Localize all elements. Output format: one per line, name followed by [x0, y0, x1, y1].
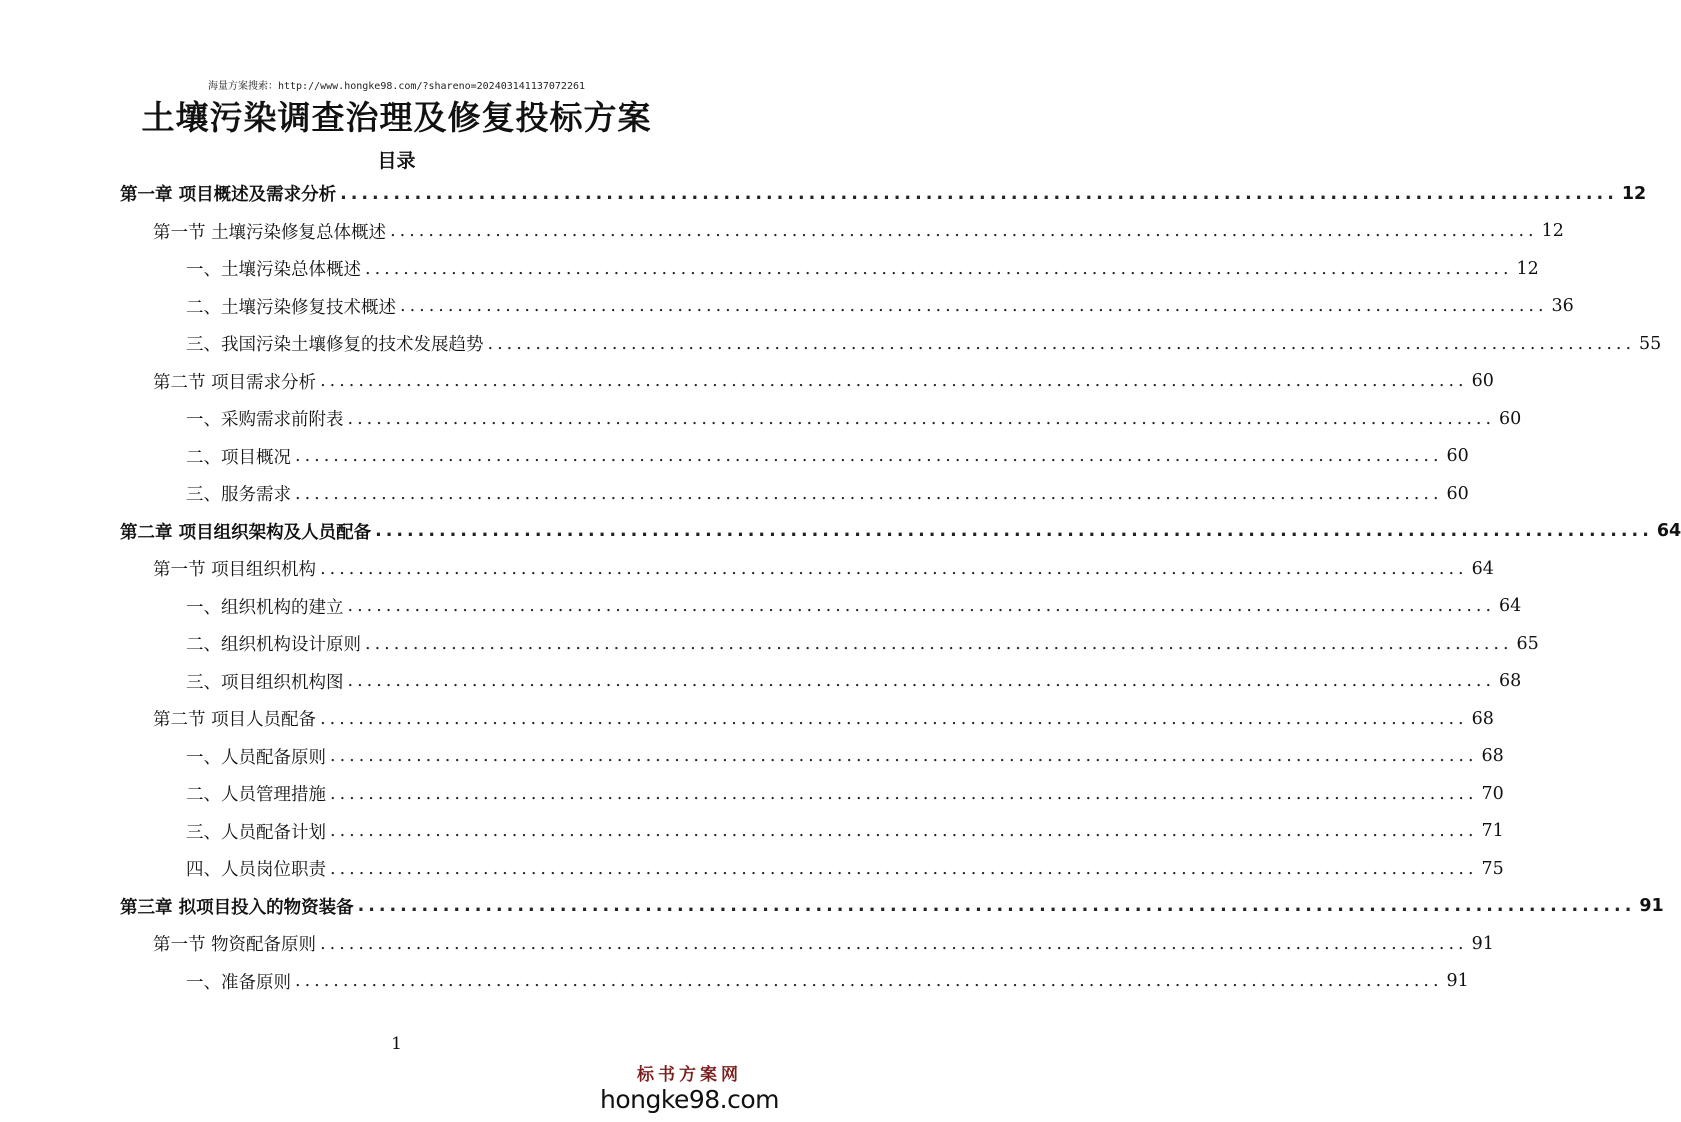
toc-entry-label: 三、服务需求 — [186, 481, 293, 506]
toc-dot-leader: ........................................................................................................................ — [340, 183, 1618, 204]
toc-subsection-entry[interactable] — [0, 663, 1522, 701]
toc-dot-leader: ........................................................................................................................ — [347, 596, 1496, 617]
toc-subsection-entry[interactable] — [0, 625, 1539, 663]
toc-entry-label: 第二节 项目人员配备 — [153, 706, 318, 731]
toc-dot-leader: ........................................................................................................................ — [365, 633, 1513, 654]
toc-dot-leader: ........................................................................................................................ — [400, 296, 1548, 317]
toc-entry-page: 68 — [1481, 746, 1504, 767]
toc-entry-page: 12 — [1621, 183, 1647, 204]
toc-entry-page: 12 — [1516, 258, 1539, 279]
toc-entry-page: 64 — [1471, 558, 1494, 579]
toc-chapter-entry[interactable] — [0, 513, 1681, 551]
toc-subsection-entry[interactable] — [0, 288, 1574, 326]
toc-dot-leader: ........................................................................................................................ — [347, 408, 1496, 429]
toc-dot-leader: ........................................................................................................................ — [320, 708, 1468, 729]
toc-entry-page: 60 — [1446, 446, 1469, 467]
toc-entry-label: 第一节 土壤污染修复总体概述 — [153, 219, 388, 244]
toc-entry-page: 55 — [1639, 333, 1662, 354]
toc-entry-label: 一、准备原则 — [186, 969, 293, 994]
toc-dot-leader: ........................................................................................................................ — [320, 371, 1468, 392]
toc-entry-page: 91 — [1639, 896, 1664, 917]
toc-section-entry[interactable] — [0, 213, 1564, 251]
toc-entry-page: 68 — [1499, 671, 1522, 692]
toc-entry-page: 60 — [1446, 483, 1469, 504]
site-watermark-logo — [600, 1060, 779, 1114]
toc-entry-page: 36 — [1551, 296, 1574, 317]
toc-entry-label: 一、人员配备原则 — [186, 744, 328, 769]
toc-entry-label: 第一节 项目组织机构 — [153, 556, 318, 581]
toc-subsection-entry[interactable] — [0, 475, 1469, 513]
toc-entry-page: 91 — [1446, 971, 1469, 992]
toc-entry-label: 第一节 物资配备原则 — [153, 931, 318, 956]
toc-subsection-entry[interactable] — [0, 325, 1662, 363]
toc-dot-leader: ........................................................................................................................ — [347, 671, 1496, 692]
toc-subsection-entry[interactable] — [0, 400, 1522, 438]
toc-dot-leader: ........................................................................................................................ — [330, 821, 1478, 842]
toc-section-entry[interactable] — [0, 550, 1494, 588]
toc-subsection-entry[interactable] — [0, 438, 1469, 476]
toc-entry-page: 75 — [1481, 858, 1504, 879]
toc-entry-label: 第一章 项目概述及需求分析 — [120, 181, 338, 206]
toc-dot-leader: ........................................................................................................................ — [330, 858, 1478, 879]
toc-entry-page: 12 — [1541, 221, 1564, 242]
toc-entry-label: 二、人员管理措施 — [186, 781, 328, 806]
toc-entry-label: 二、项目概况 — [186, 444, 293, 469]
toc-entry-page: 64 — [1499, 596, 1522, 617]
toc-dot-leader: ........................................................................................................................ — [320, 558, 1468, 579]
toc-entry-label: 第三章 拟项目投入的物资装备 — [120, 894, 356, 919]
toc-subsection-entry[interactable] — [0, 588, 1522, 626]
toc-subsection-entry[interactable] — [0, 850, 1504, 888]
toc-entry-label: 第二节 项目需求分析 — [153, 369, 318, 394]
toc-entry-label: 三、项目组织机构图 — [186, 669, 346, 694]
toc-entry-page: 64 — [1656, 521, 1681, 542]
toc-dot-leader: ........................................................................................................................ — [330, 746, 1478, 767]
toc-entry-label: 第二章 项目组织架构及人员配备 — [120, 519, 373, 544]
toc-chapter-entry[interactable] — [0, 175, 1647, 213]
toc-entry-label: 二、土壤污染修复技术概述 — [186, 294, 398, 319]
toc-section-entry[interactable] — [0, 925, 1494, 963]
table-of-contents — [0, 175, 1681, 1000]
toc-section-entry[interactable] — [0, 700, 1494, 738]
toc-dot-leader: ........................................................................................................................ — [365, 258, 1513, 279]
toc-entry-page: 70 — [1481, 783, 1504, 804]
toc-entry-label: 四、人员岗位职责 — [186, 856, 328, 881]
toc-dot-leader: ........................................................................................................................ — [295, 446, 1443, 467]
toc-dot-leader: ........................................................................................................................ — [375, 521, 1653, 542]
toc-dot-leader: ........................................................................................................................ — [390, 221, 1538, 242]
toc-dot-leader: ........................................................................................................................ — [487, 333, 1636, 354]
toc-subsection-entry[interactable] — [0, 963, 1469, 1001]
toc-entry-label: 一、组织机构的建立 — [186, 594, 346, 619]
toc-chapter-entry[interactable] — [0, 888, 1664, 926]
toc-subsection-entry[interactable] — [0, 775, 1504, 813]
toc-dot-leader: ........................................................................................................................ — [320, 933, 1468, 954]
toc-subsection-entry[interactable] — [0, 250, 1539, 288]
toc-subsection-entry[interactable] — [0, 813, 1504, 851]
watermark-brand-text: 标书方案网 — [637, 1065, 742, 1085]
toc-entry-label: 三、我国污染土壤修复的技术发展趋势 — [186, 331, 486, 356]
toc-entry-label: 三、人员配备计划 — [186, 819, 328, 844]
toc-entry-page: 60 — [1499, 408, 1522, 429]
toc-dot-leader: ........................................................................................................................ — [295, 483, 1443, 504]
watermark-domain-text: hongke98.com — [600, 1085, 779, 1114]
toc-entry-page: 71 — [1481, 821, 1504, 842]
toc-entry-page: 65 — [1516, 633, 1539, 654]
toc-entry-page: 60 — [1471, 371, 1494, 392]
toc-heading: 目录 — [377, 150, 416, 172]
toc-dot-leader: ........................................................................................................................ — [330, 783, 1478, 804]
header-share-link[interactable]: 海量方案搜索：http://www.hongke98.com/?shareno=202403141137072261 — [207, 81, 586, 92]
toc-entry-label: 二、组织机构设计原则 — [186, 631, 363, 656]
toc-dot-leader: ........................................................................................................................ — [357, 896, 1636, 917]
page-number: 1 — [391, 1034, 402, 1054]
toc-entry-label: 一、采购需求前附表 — [186, 406, 346, 431]
toc-entry-label: 一、土壤污染总体概述 — [186, 256, 363, 281]
toc-section-entry[interactable] — [0, 363, 1494, 401]
toc-entry-page: 68 — [1471, 708, 1494, 729]
document-title: 土壤污染调查治理及修复投标方案 — [141, 98, 652, 137]
toc-entry-page: 91 — [1471, 933, 1494, 954]
toc-subsection-entry[interactable] — [0, 738, 1504, 776]
toc-dot-leader: ........................................................................................................................ — [295, 971, 1443, 992]
